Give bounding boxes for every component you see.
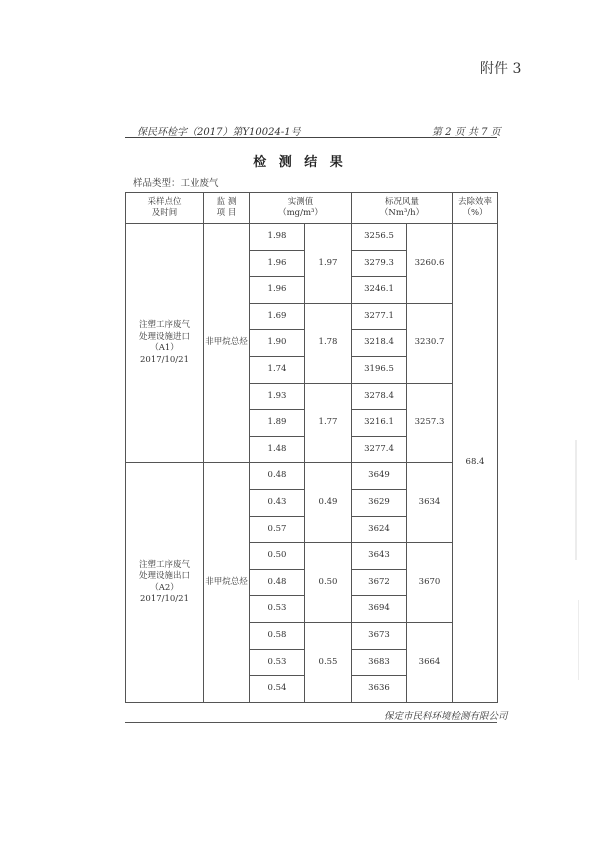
measured-average-cell: 1.78 bbox=[305, 303, 352, 383]
airflow-value-cell: 3694 bbox=[352, 596, 407, 623]
col-header-item: 监 测 项 目 bbox=[204, 193, 250, 224]
airflow-value-cell: 3218.4 bbox=[352, 330, 407, 357]
measured-value-cell: 0.48 bbox=[250, 569, 305, 596]
airflow-value-cell: 3196.5 bbox=[352, 356, 407, 383]
airflow-value-cell: 3277.4 bbox=[352, 436, 407, 463]
airflow-average-cell: 3670 bbox=[407, 543, 453, 623]
airflow-value-cell: 3629 bbox=[352, 489, 407, 516]
airflow-value-cell: 3624 bbox=[352, 516, 407, 543]
measured-value-cell: 0.57 bbox=[250, 516, 305, 543]
measured-average-cell: 0.49 bbox=[305, 463, 352, 543]
measured-value-cell: 1.69 bbox=[250, 303, 305, 330]
col-header-measured: 实测值 （mg/m³） bbox=[250, 193, 352, 224]
measured-value-cell: 0.58 bbox=[250, 622, 305, 649]
page-title: 检 测 结 果 bbox=[253, 155, 347, 170]
monitor-item-cell: 非甲烷总烃 bbox=[204, 463, 250, 702]
table-row bbox=[126, 463, 498, 490]
airflow-value-cell: 3636 bbox=[352, 676, 407, 703]
attachment-label: 附件 3 bbox=[480, 61, 522, 77]
sample-type: 样品类型：工业废气 bbox=[133, 178, 219, 189]
measured-value-cell: 0.50 bbox=[250, 543, 305, 570]
col-header-airflow: 标况风量 （Nm³/h） bbox=[352, 193, 453, 224]
airflow-average-cell: 3260.6 bbox=[407, 224, 453, 304]
measured-value-cell: 0.48 bbox=[250, 463, 305, 490]
measured-value-cell: 1.96 bbox=[250, 250, 305, 277]
measured-value-cell: 1.96 bbox=[250, 277, 305, 304]
measured-value-cell: 1.74 bbox=[250, 356, 305, 383]
measured-value-cell: 1.89 bbox=[250, 410, 305, 437]
monitor-item-cell: 非甲烷总烃 bbox=[204, 224, 250, 463]
measured-value-cell: 0.43 bbox=[250, 489, 305, 516]
airflow-value-cell: 3683 bbox=[352, 649, 407, 676]
airflow-average-cell: 3664 bbox=[407, 622, 453, 702]
airflow-average-cell: 3257.3 bbox=[407, 383, 453, 463]
measured-value-cell: 1.98 bbox=[250, 224, 305, 251]
measured-value-cell: 0.54 bbox=[250, 676, 305, 703]
col-header-removal: 去除效率 （%） bbox=[453, 193, 498, 224]
measured-value-cell: 1.90 bbox=[250, 330, 305, 357]
table-header-row bbox=[126, 193, 498, 224]
airflow-average-cell: 3230.7 bbox=[407, 303, 453, 383]
header-rule bbox=[125, 137, 497, 138]
table-row bbox=[126, 224, 498, 251]
removal-efficiency-cell: 68.4 bbox=[453, 224, 498, 703]
measured-value-cell: 0.53 bbox=[250, 649, 305, 676]
airflow-value-cell: 3246.1 bbox=[352, 277, 407, 304]
company-name: 保定市民科环境检测有限公司 bbox=[384, 711, 508, 722]
footer-rule bbox=[125, 722, 497, 723]
measured-average-cell: 0.50 bbox=[305, 543, 352, 623]
airflow-value-cell: 3216.1 bbox=[352, 410, 407, 437]
airflow-value-cell: 3279.3 bbox=[352, 250, 407, 277]
measured-value-cell: 1.93 bbox=[250, 383, 305, 410]
measured-average-cell: 1.97 bbox=[305, 224, 352, 304]
airflow-value-cell: 3673 bbox=[352, 622, 407, 649]
airflow-value-cell: 3278.4 bbox=[352, 383, 407, 410]
measured-value-cell: 1.48 bbox=[250, 436, 305, 463]
measured-average-cell: 0.55 bbox=[305, 622, 352, 702]
airflow-average-cell: 3634 bbox=[407, 463, 453, 543]
report-number: 保民环检字（2017）第Y10024-1号 bbox=[137, 127, 301, 138]
page-number: 第 2 页 共 7 页 bbox=[432, 127, 501, 138]
airflow-value-cell: 3256.5 bbox=[352, 224, 407, 251]
col-header-location: 采样点位 及时间 bbox=[126, 193, 204, 224]
airflow-value-cell: 3277.1 bbox=[352, 303, 407, 330]
airflow-value-cell: 3643 bbox=[352, 543, 407, 570]
measured-value-cell: 0.53 bbox=[250, 596, 305, 623]
site-location-cell: 注塑工序废气 处理设施进口 （A1） 2017/10/21 bbox=[126, 224, 204, 463]
airflow-value-cell: 3672 bbox=[352, 569, 407, 596]
scan-artifact bbox=[575, 440, 577, 560]
scan-artifact bbox=[578, 600, 579, 680]
measured-average-cell: 1.77 bbox=[305, 383, 352, 463]
airflow-value-cell: 3649 bbox=[352, 463, 407, 490]
results-table bbox=[125, 192, 498, 703]
site-location-cell: 注塑工序废气 处理设施出口 （A2） 2017/10/21 bbox=[126, 463, 204, 702]
